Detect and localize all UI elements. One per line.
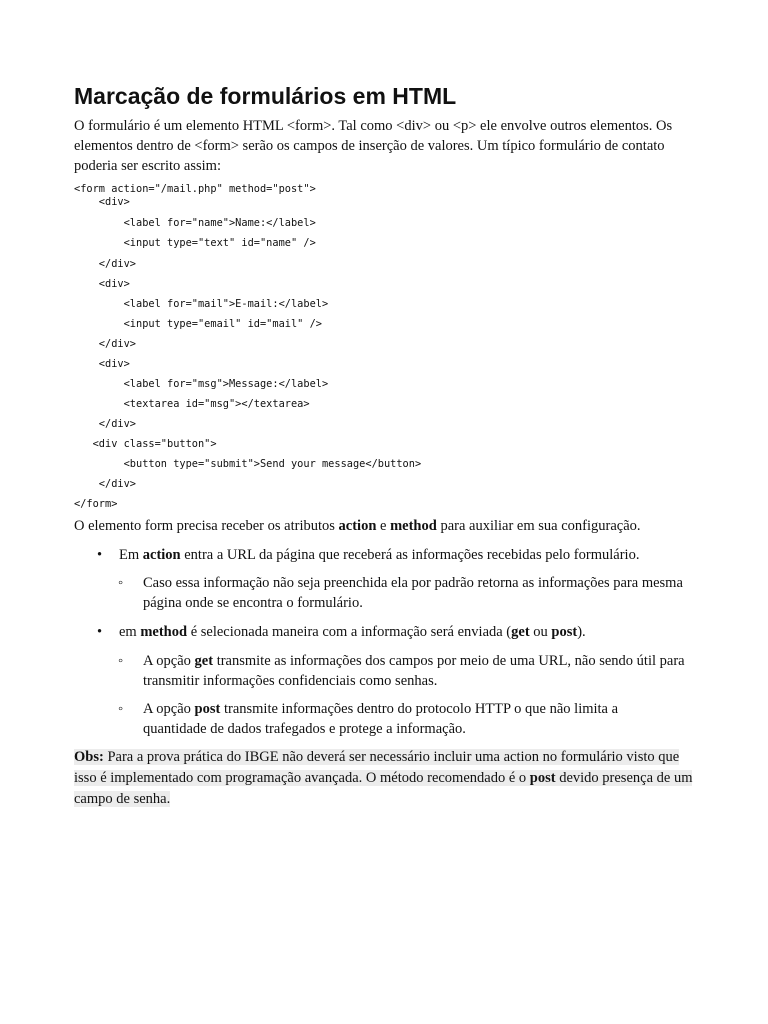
sub-bullet-text: A opção get transmite as informações dos campos por meio de uma URL, não sendo útil para transmitir informações confidenciais como senhas. [143,653,685,689]
sub-bullet-action-default [118,573,698,613]
code-line: </div> [74,418,136,430]
page-title: Marcação de formulários em HTML [74,83,457,109]
code-line: </form> [74,498,118,510]
code-line: <div> [74,278,130,290]
code-line: <label for="mail">E-mail:</label> [74,298,329,310]
code-line: <input type="email" id="mail" /> [74,318,322,330]
bullet-text: Em action entra a URL da página que receberá as informações recebidas pelo formulário. [119,547,640,563]
code-line: </div> [74,338,136,350]
form-attributes-paragraph: O elemento form precisa receber os atributos action e method para auxiliar em sua configuração. [74,518,641,534]
obs-highlight: Obs: Para a prova prática do IBGE não deverá ser necessário incluir uma action no formulário visto que isso é implementado com programação avançada. O método recomendado é o post devido presença de um campo de senha. [74,749,693,807]
sub-bullet-icon: ◦ [118,653,124,669]
code-line: <label for="msg">Message:</label> [74,378,329,390]
sub-bullet-icon: ◦ [118,701,124,717]
bullet-method [97,622,697,642]
code-line: <label for="name">Name:</label> [74,217,316,229]
intro-paragraph: O formulário é um elemento HTML <form>. Tal como <div> ou <p> ele envolve outros elementos. Os elementos dentro de <form> serão os campos de inserção de valores. Um típico formulário de contato poderia ser escrito assim: [74,118,673,174]
bullet-text: em method é selecionada maneira com a informação será enviada (get ou post). [119,624,586,640]
bullet-action [97,545,697,565]
code-line: <div> [74,196,130,208]
sub-bullet-text: Caso essa informação não seja preenchida ela por padrão retorna as informações para mesma página onde se encontra o formulário. [143,575,683,611]
bullet-icon: • [97,624,103,640]
sub-bullet-text: A opção post transmite informações dentro do protocolo HTTP o que não limita a quantidade de dados trafegados e protege a informação. [143,701,619,737]
sub-bullet-icon: ◦ [118,575,124,591]
code-line: </div> [74,258,136,270]
bullet-icon: • [97,547,103,563]
obs-note [74,747,704,810]
code-line: <div class="button"> [74,438,217,450]
code-line: <form action="/mail.php" method="post"> [74,183,316,195]
code-line: <textarea id="msg"></textarea> [74,398,310,410]
code-line: <button type="submit">Send your message</button> [74,458,422,470]
sub-bullet-get [118,651,698,691]
code-line: </div> [74,478,136,490]
code-line: <div> [74,358,130,370]
sub-bullet-post [118,699,698,739]
code-line: <input type="text" id="name" /> [74,237,316,249]
